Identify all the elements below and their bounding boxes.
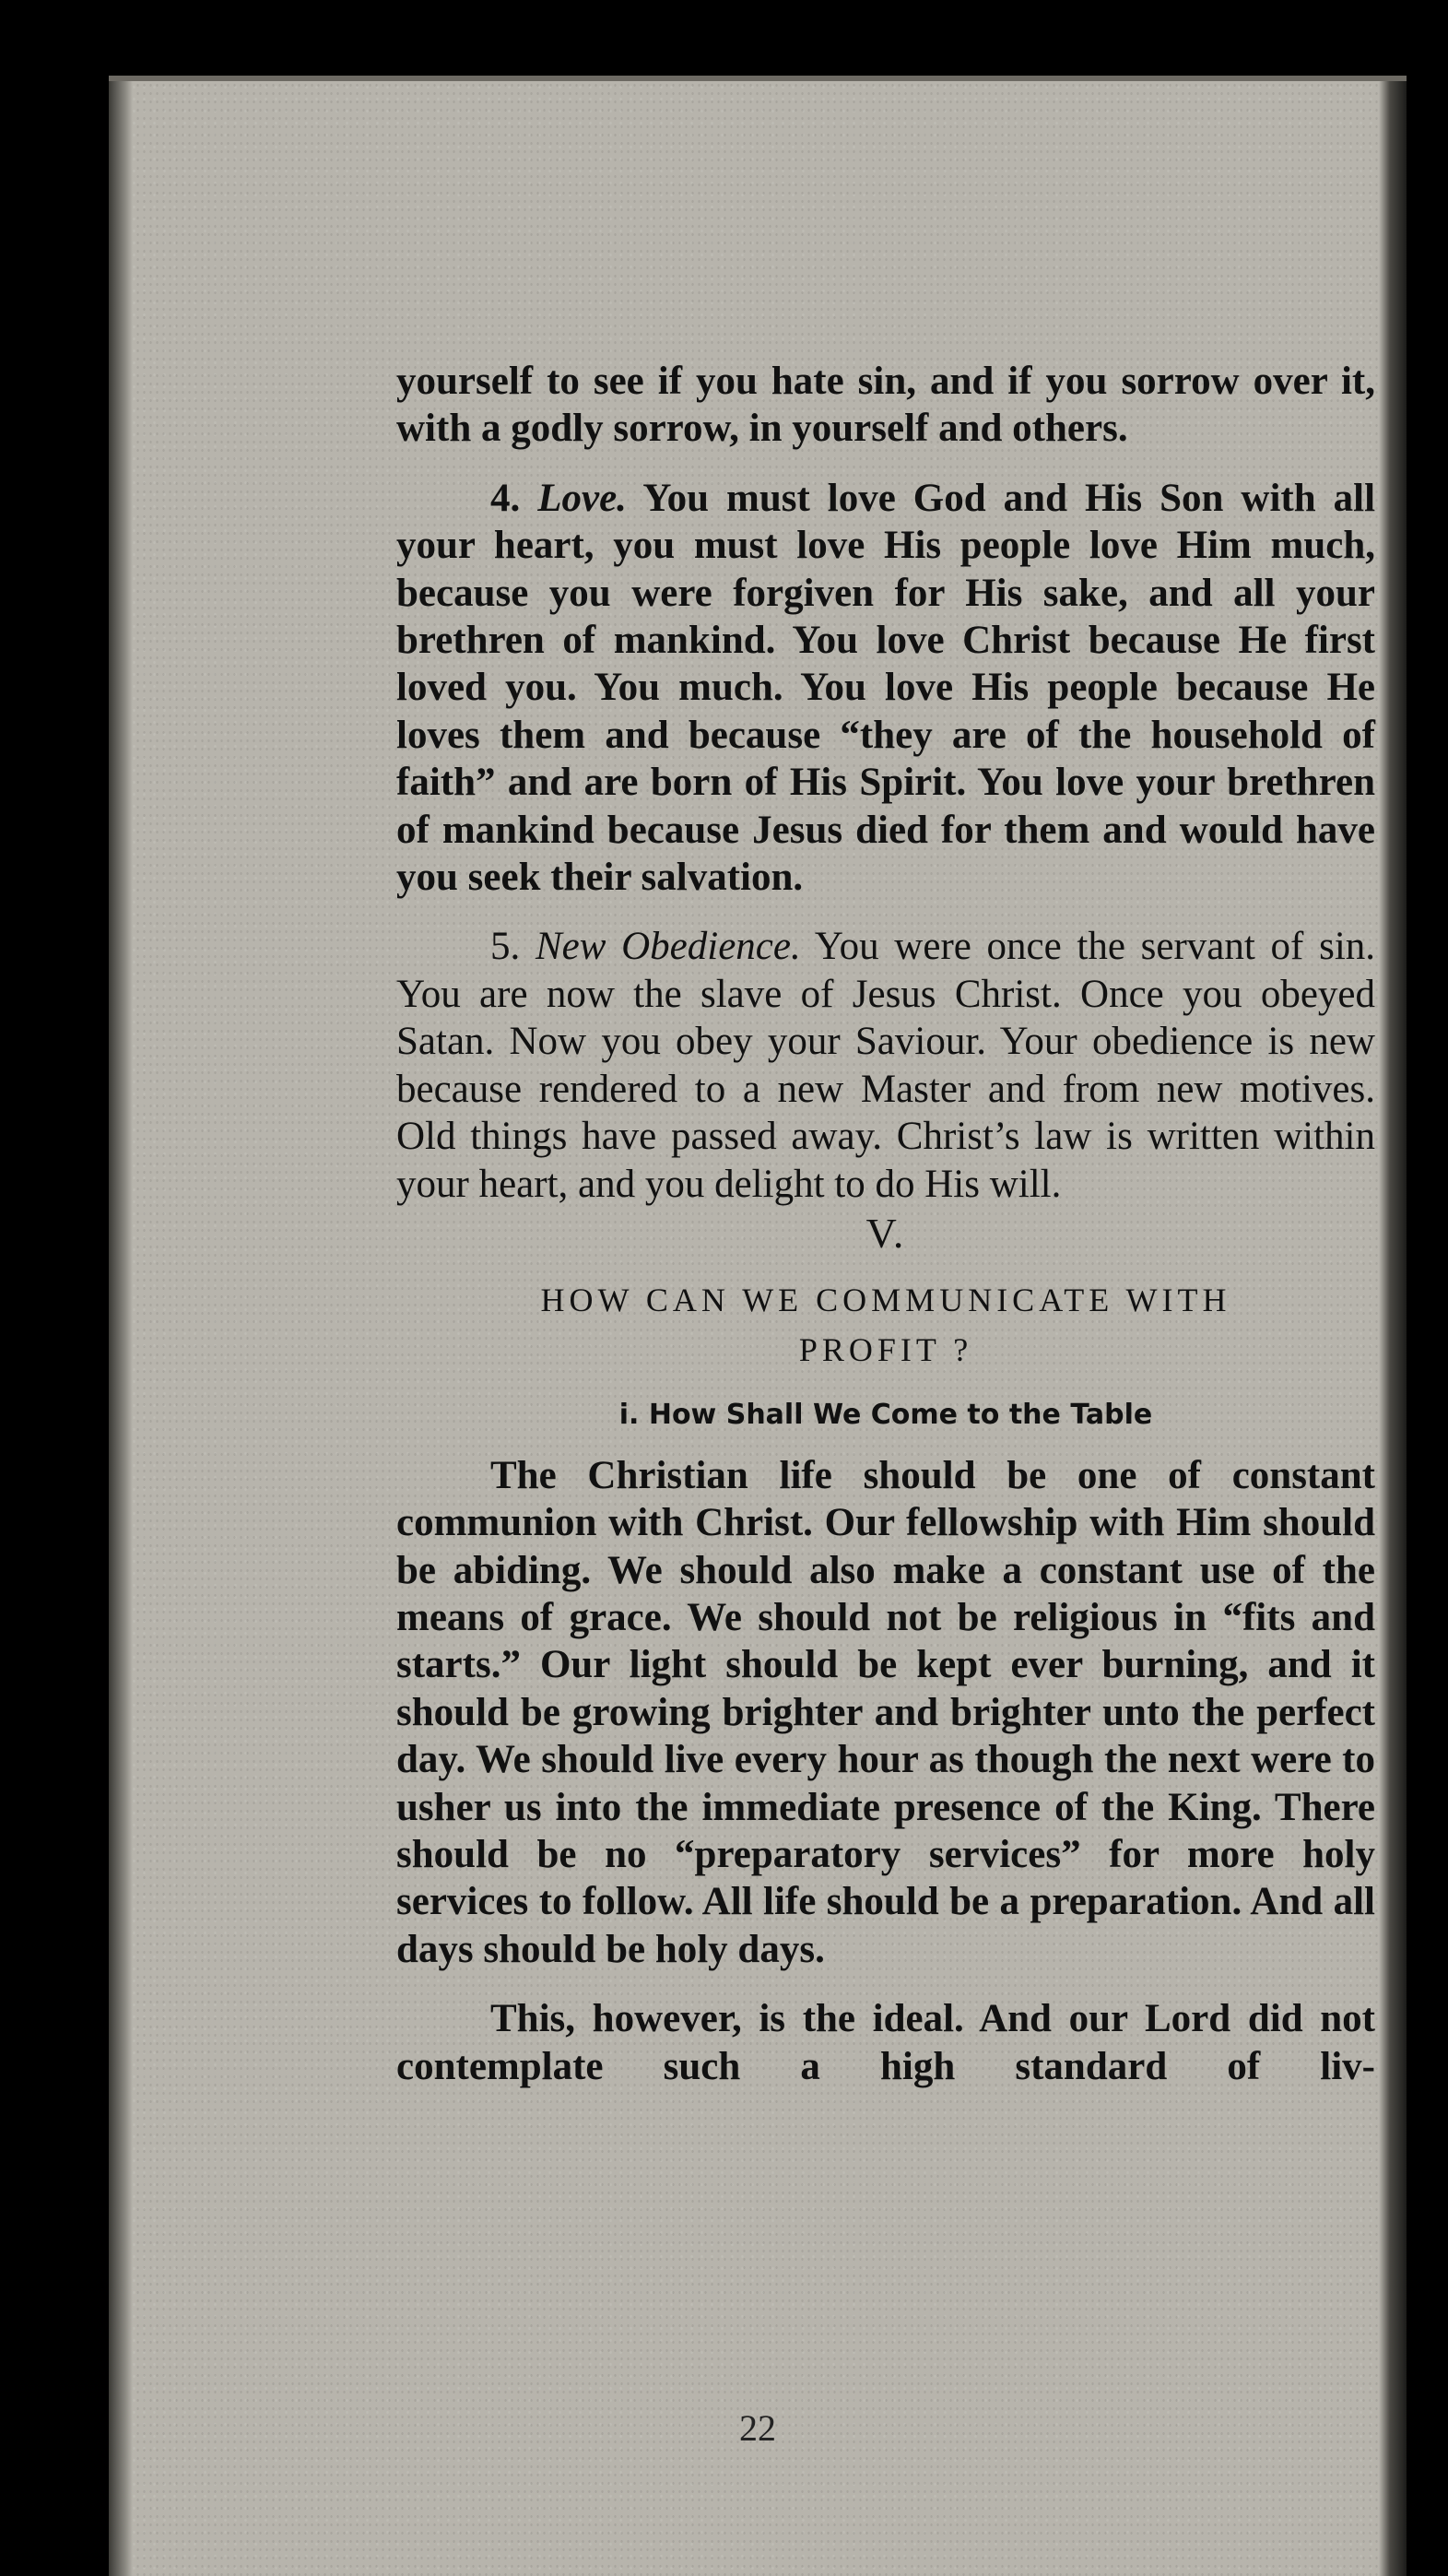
paragraph-ideal: This, however, is the ideal. And our Lord did not contemplate such a high standard of liv- <box>396 1997 1375 2088</box>
paragraph-continuation: yourself to see if you hate sin, and if you sorrow over it, with a godly sorrow, in yourself and others. <box>396 360 1375 451</box>
section-heading-line2: PROFIT ? <box>798 1331 973 1369</box>
section-number: V. <box>865 1209 906 1257</box>
page-left-edge <box>109 81 133 2576</box>
book-page <box>109 76 1407 2576</box>
item-term-new-obedience: New Obedience. <box>535 925 801 969</box>
item-text-love: You must love God and His Son with all your heart, you must love His people love Him much, because you were forgiven for His sake, and all your brethren of mankind. You love Christ because He first loved you. You much. You love His people because He loves them and because “they are of the household of faith” and are born of His Spirit. You love your brethren of mankind because Jesus died for them and would have you seek their salvation. <box>396 476 1376 900</box>
item-term-love: Love. <box>537 476 627 520</box>
item-text-new-obedience: You were once the servant of sin. You are now the slave of Jesus Christ. Once you obeyed Satan. Now you obey your Saviour. Your obedience is new because rendered to a new Master and from new motives. Old things have passed away. Christ’s law is written within your heart, and you delight to do His will. <box>396 925 1376 1206</box>
section-heading <box>396 1275 1375 1375</box>
page-text <box>396 358 1375 2090</box>
page-right-edge <box>1379 81 1407 2576</box>
paragraph-christian-life: The Christian life should be one of constant communion with Christ. Our fellowship with Him should be abiding. We should also make a constant use of the means of grace. We should not be religious in “fits and starts.” Our light should be kept ever burning, and it should be growing brighter and brighter unto the perfect day. We should live every hour as though the next were to usher us into the immediate presence of the King. There should be no “preparatory services” for more holy services to follow. All life should be a preparation. And all days should be holy days. <box>396 1453 1375 1971</box>
subheading: i. How Shall We Come to the Table <box>618 1399 1153 1432</box>
paragraph-new-obedience <box>396 923 1375 1207</box>
item-number: 4. <box>490 476 521 520</box>
section-heading-line1: HOW CAN WE COMMUNICATE WITH <box>540 1282 1231 1319</box>
page-number: 22 <box>739 2407 776 2449</box>
item-number: 5. <box>490 925 521 969</box>
paragraph-love <box>396 475 1375 902</box>
